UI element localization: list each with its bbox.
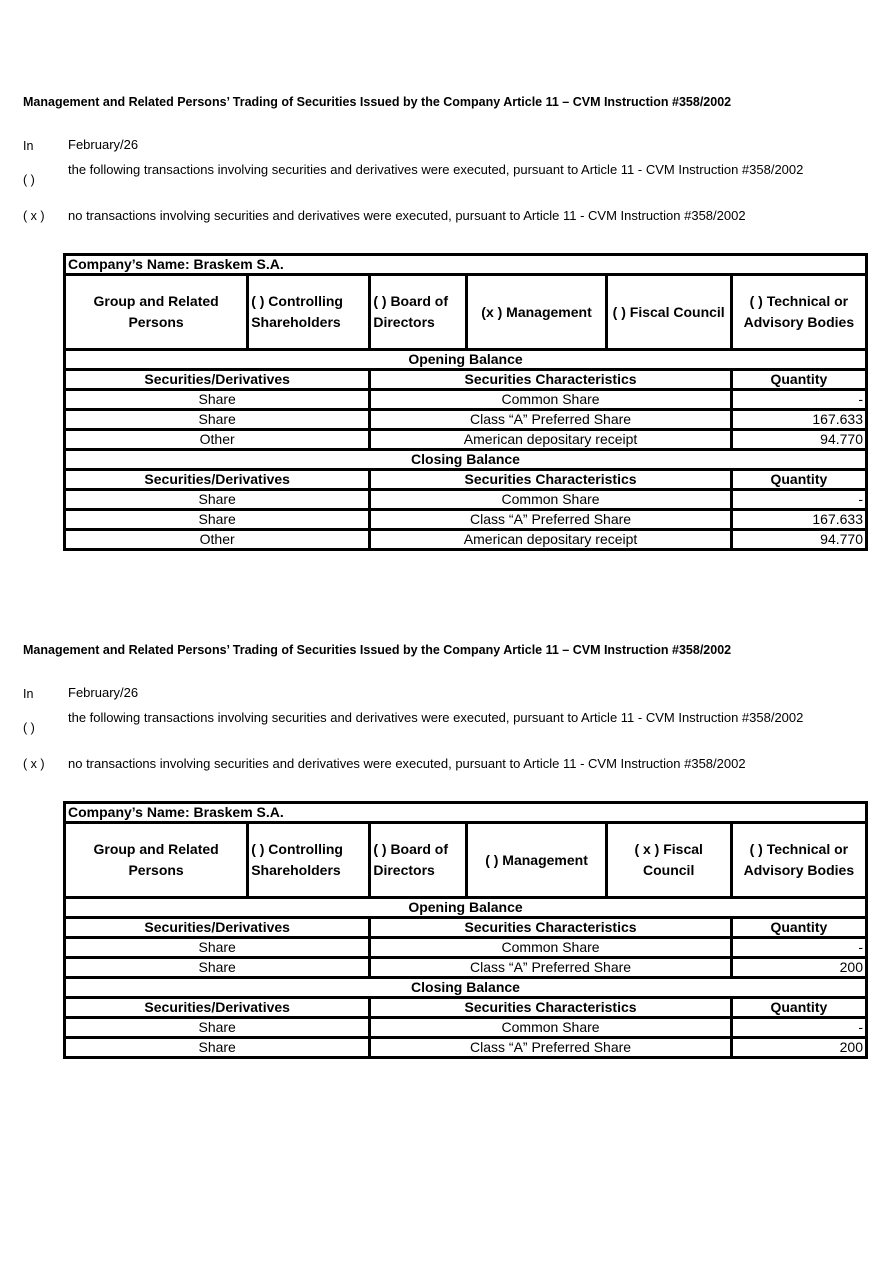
table-row [65,938,867,958]
security-type: Share [65,1018,370,1038]
option-transactions-text: the following transactions involving securities and derivatives were executed, pursuant to Article 11 - CVM Instruction #358/2002 [68,710,804,725]
in-label: In [23,139,34,153]
col-header-characteristics: Securities Characteristics [370,370,731,390]
security-type: Share [65,510,370,530]
security-quantity: 200 [731,1038,866,1058]
security-type: Share [65,938,370,958]
table-row [65,958,867,978]
col-header-quantity: Quantity [731,918,866,938]
group-related-persons: Group and Related Persons [65,823,248,898]
security-characteristic: American depositary receipt [370,530,731,550]
security-type: Other [65,530,370,550]
security-type: Share [65,410,370,430]
group-management: ( ) Management [467,823,606,898]
group-fiscal-council: ( ) Fiscal Council [606,275,731,350]
security-quantity: - [731,1018,866,1038]
security-type: Share [65,390,370,410]
table-row [65,1018,867,1038]
security-characteristic: Common Share [370,390,731,410]
option-no-transactions-text: no transactions involving securities and derivatives were executed, pursuant to Article 11 - CVM Instruction #358/2002 [68,756,746,771]
security-quantity: 167.633 [731,510,866,530]
security-type: Share [65,958,370,978]
company-name: Company’s Name: Braskem S.A. [65,803,867,823]
security-quantity: 94.770 [731,530,866,550]
securities-table [63,801,868,1059]
security-characteristic: Class “A” Preferred Share [370,1038,731,1058]
option-transactions-text: the following transactions involving securities and derivatives were executed, pursuant to Article 11 - CVM Instruction #358/2002 [68,162,804,177]
security-quantity: - [731,938,866,958]
security-type: Share [65,1038,370,1058]
col-header-securities: Securities/Derivatives [65,998,370,1018]
group-controlling-shareholders: ( ) Controlling Shareholders [248,275,370,350]
option-transactions-mark: ( ) [23,721,35,735]
group-fiscal-council: ( x ) Fiscal Council [606,823,731,898]
group-related-persons: Group and Related Persons [65,275,248,350]
form-title: Management and Related Persons’ Trading of Securities Issued by the Company Article 11 – CVM Instruction #358/2002 [23,643,732,657]
securities-table [63,253,868,551]
security-type: Other [65,430,370,450]
col-header-characteristics: Securities Characteristics [370,918,731,938]
option-no-transactions-text: no transactions involving securities and derivatives were executed, pursuant to Article 11 - CVM Instruction #358/2002 [68,208,746,223]
col-header-characteristics: Securities Characteristics [370,470,731,490]
table-row [65,510,867,530]
security-characteristic: Common Share [370,938,731,958]
security-quantity: - [731,490,866,510]
table-row [65,390,867,410]
table-row [65,430,867,450]
col-header-securities: Securities/Derivatives [65,470,370,490]
group-controlling-shareholders: ( ) Controlling Shareholders [248,823,370,898]
group-board-of-directors: ( ) Board of Directors [370,823,467,898]
table-row [65,530,867,550]
in-label: In [23,687,34,701]
col-header-characteristics: Securities Characteristics [370,998,731,1018]
option-no-transactions-mark: ( x ) [23,757,45,771]
security-characteristic: Common Share [370,1018,731,1038]
month-value: February/26 [68,685,139,700]
group-technical-advisory: ( ) Technical or Advisory Bodies [731,275,866,350]
option-transactions-mark: ( ) [23,173,35,187]
opening-balance-title: Opening Balance [65,350,867,370]
security-quantity: 167.633 [731,410,866,430]
closing-balance-title: Closing Balance [65,450,867,470]
opening-balance-title: Opening Balance [65,898,867,918]
table-row [65,410,867,430]
security-quantity: 94.770 [731,430,866,450]
group-management: (x ) Management [467,275,606,350]
security-quantity: 200 [731,958,866,978]
group-technical-advisory: ( ) Technical or Advisory Bodies [731,823,866,898]
security-characteristic: American depositary receipt [370,430,731,450]
security-characteristic: Class “A” Preferred Share [370,410,731,430]
security-quantity: - [731,390,866,410]
col-header-securities: Securities/Derivatives [65,370,370,390]
security-characteristic: Class “A” Preferred Share [370,958,731,978]
security-characteristic: Class “A” Preferred Share [370,510,731,530]
col-header-quantity: Quantity [731,470,866,490]
company-name: Company’s Name: Braskem S.A. [65,255,867,275]
closing-balance-title: Closing Balance [65,978,867,998]
col-header-securities: Securities/Derivatives [65,918,370,938]
table-row [65,490,867,510]
month-value: February/26 [68,137,139,152]
table-row [65,1038,867,1058]
security-characteristic: Common Share [370,490,731,510]
col-header-quantity: Quantity [731,998,866,1018]
security-type: Share [65,490,370,510]
form-title: Management and Related Persons’ Trading of Securities Issued by the Company Article 11 – CVM Instruction #358/2002 [23,95,732,109]
group-board-of-directors: ( ) Board of Directors [370,275,467,350]
option-no-transactions-mark: ( x ) [23,209,45,223]
col-header-quantity: Quantity [731,370,866,390]
